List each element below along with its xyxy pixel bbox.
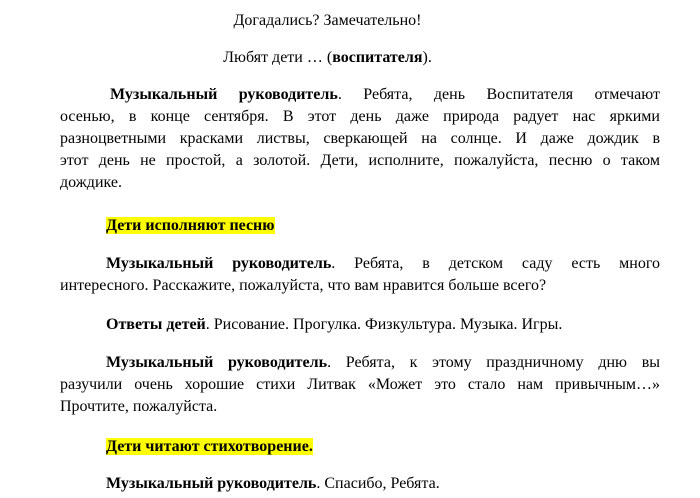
p1-text-5: дождике. bbox=[60, 174, 122, 191]
line-children-love bbox=[0, 47, 655, 69]
text-children-love-post: ). bbox=[422, 49, 432, 66]
p1-text-3: разноцветными красками листвы, сверкающей на солнце. И даже дождик в bbox=[60, 130, 660, 147]
p1-text-2: осенью, в конце сентября. В этот день даже природа радует нас яркими bbox=[60, 108, 660, 125]
p4-text-1: . Ребята, к этому праздничному дню вы bbox=[327, 354, 661, 371]
p1-line-1 bbox=[110, 84, 660, 106]
text-guessed: Догадались? Замечательно! bbox=[233, 12, 422, 29]
p3-text-1: . Рисование. Прогулка. Физкультура. Музыка. Игры. bbox=[205, 316, 563, 333]
p4-line-3 bbox=[60, 396, 217, 418]
p1-line-4 bbox=[60, 150, 660, 172]
p2-line-2 bbox=[60, 275, 546, 297]
speaker-music-director-3: Музыкальный руководитель bbox=[106, 354, 328, 371]
p4-text-2: разучили очень хорошие стихи Литвак «Может это стало нам привычным…» bbox=[60, 376, 660, 393]
text-children-love-bold: воспитателя bbox=[332, 49, 423, 66]
text-children-love-pre: Любят дети … ( bbox=[223, 49, 333, 66]
p1-line-2 bbox=[60, 106, 660, 128]
p4-line-2 bbox=[60, 374, 660, 396]
line-guessed bbox=[0, 10, 655, 32]
p2-text-2: интересного. Расскажите, пожалуйста, что вам нравится больше всего? bbox=[60, 277, 547, 294]
speaker-music-director: Музыкальный руководитель bbox=[110, 86, 338, 103]
p4-text-3: Прочтите, пожалуйста. bbox=[60, 398, 218, 415]
p1-line-5 bbox=[60, 172, 122, 194]
p1-text-4: этот день не простой, а золотой. Дети, исполните, пожалуйста, песню о таком bbox=[60, 152, 660, 169]
speaker-music-director-2: Музыкальный руководитель bbox=[106, 255, 332, 272]
stage-direction-song bbox=[106, 215, 275, 237]
p4-line-1 bbox=[106, 352, 660, 374]
stage-direction-poem bbox=[106, 436, 313, 458]
highlight-poem: Дети читают стихотворение. bbox=[106, 438, 313, 455]
highlight-song: Дети исполняют песню bbox=[106, 217, 275, 234]
speaker-children-answers: Ответы детей bbox=[106, 316, 206, 333]
p2-text-1: . Ребята, в детском саду есть много bbox=[331, 255, 661, 272]
p5-text-1: . Спасибо, Ребята. bbox=[316, 475, 440, 492]
p1-text-1: . Ребята, день Воспитателя отмечают bbox=[337, 86, 660, 103]
p1-line-3 bbox=[60, 128, 660, 150]
p3-line-1 bbox=[106, 314, 562, 336]
p5-line-1 bbox=[106, 473, 440, 495]
speaker-music-director-4: Музыкальный руководитель bbox=[106, 475, 317, 492]
p2-line-1 bbox=[106, 253, 660, 275]
